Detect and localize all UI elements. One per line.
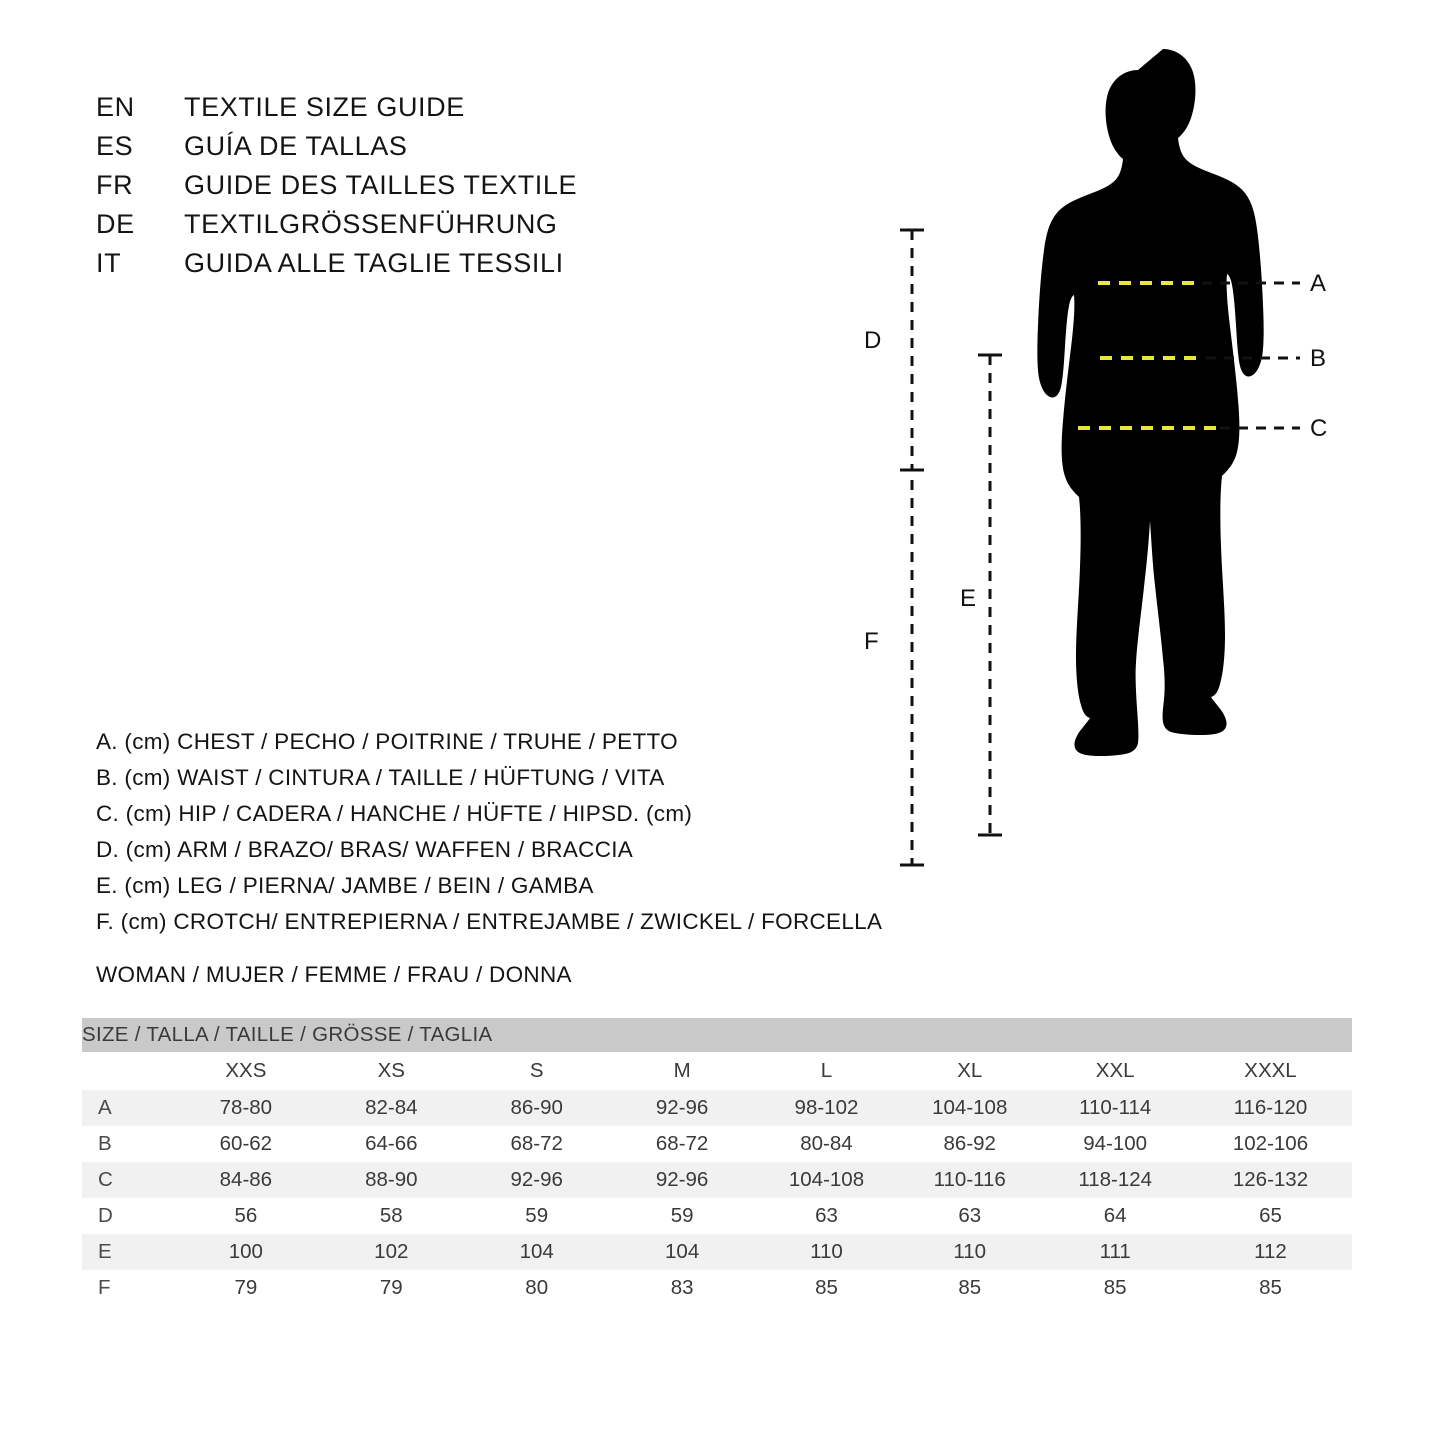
- table-row: [82, 1090, 1352, 1126]
- column-header-xxs: XXS: [225, 1059, 267, 1082]
- table-title: SIZE / TALLA / TAILLE / GRÖSSE / TAGLIA: [82, 1018, 1352, 1052]
- cell: 64: [1041, 1198, 1189, 1234]
- language-row: [96, 92, 796, 131]
- cell: 59: [464, 1198, 609, 1234]
- size-table: [82, 1018, 1352, 1306]
- cell: 102-106: [1189, 1126, 1352, 1162]
- cell: 86-90: [464, 1090, 609, 1126]
- bracket-label-f: F: [864, 628, 880, 655]
- row-label: D: [82, 1198, 173, 1234]
- cell: 79: [319, 1270, 464, 1306]
- cell: 58: [319, 1198, 464, 1234]
- language-title: TEXTILE SIZE GUIDE: [184, 92, 465, 122]
- legend-item-b: B. (cm) WAIST / CINTURA / TAILLE / HÜFTUNG / VITA: [96, 765, 665, 790]
- row-label: A: [82, 1090, 173, 1126]
- cell: 112: [1189, 1234, 1352, 1270]
- cell: 80: [464, 1270, 609, 1306]
- bracket-f: [900, 230, 924, 865]
- cell: 116-120: [1189, 1090, 1352, 1126]
- cell: 60-62: [173, 1126, 318, 1162]
- cell: 86-92: [898, 1126, 1041, 1162]
- legend-item-f: F. (cm) CROTCH/ ENTREPIERNA / ENTREJAMBE / ZWICKEL / FORCELLA: [96, 909, 883, 934]
- language-code: EN: [96, 92, 135, 122]
- bracket-label-d: D: [864, 327, 882, 354]
- cell: 82-84: [319, 1090, 464, 1126]
- column-header-s: S: [529, 1059, 544, 1082]
- row-label: F: [82, 1270, 173, 1306]
- language-row: [96, 170, 796, 209]
- language-title-block: [96, 92, 796, 287]
- cell: 68-72: [609, 1126, 754, 1162]
- measurement-legend: [96, 724, 916, 940]
- silhouette-svg: [820, 40, 1380, 940]
- column-header-xxxl: XXXL: [1244, 1059, 1297, 1082]
- cell: 92-96: [609, 1090, 754, 1126]
- bracket-e: [978, 355, 1002, 835]
- language-title: GUIDE DES TAILLES TEXTILE: [184, 170, 578, 200]
- language-title: GUIDA ALLE TAGLIE TESSILI: [184, 248, 564, 278]
- row-label: C: [82, 1162, 173, 1198]
- cell: 104: [609, 1234, 754, 1270]
- cell: 110-116: [898, 1162, 1041, 1198]
- column-header-xl: XL: [957, 1059, 983, 1082]
- language-row: [96, 248, 796, 287]
- cell: 88-90: [319, 1162, 464, 1198]
- column-header-blank: [82, 1052, 173, 1090]
- cell: 59: [609, 1198, 754, 1234]
- audience-label: WOMAN / MUJER / FEMME / FRAU / DONNA: [96, 962, 572, 987]
- marker-label-a: A: [1310, 270, 1327, 297]
- language-row: [96, 209, 796, 248]
- table-row: [82, 1126, 1352, 1162]
- table-title-row: [82, 1018, 1352, 1052]
- row-label: E: [82, 1234, 173, 1270]
- cell: 110: [898, 1234, 1041, 1270]
- cell: 84-86: [173, 1162, 318, 1198]
- cell: 102: [319, 1234, 464, 1270]
- legend-item-e: E. (cm) LEG / PIERNA/ JAMBE / BEIN / GAMBA: [96, 873, 594, 898]
- column-header-xs: XS: [377, 1059, 405, 1082]
- cell: 110-114: [1041, 1090, 1189, 1126]
- table-row: [82, 1234, 1352, 1270]
- cell: 80-84: [755, 1126, 898, 1162]
- cell: 85: [1041, 1270, 1189, 1306]
- cell: 85: [898, 1270, 1041, 1306]
- table-header-row: [82, 1052, 1352, 1090]
- table-row: [82, 1270, 1352, 1306]
- cell: 64-66: [319, 1126, 464, 1162]
- language-code: IT: [96, 248, 122, 278]
- cell: 85: [755, 1270, 898, 1306]
- table-row: [82, 1198, 1352, 1234]
- cell: 63: [898, 1198, 1041, 1234]
- bracket-label-e: E: [960, 585, 977, 612]
- cell: 65: [1189, 1198, 1352, 1234]
- cell: 92-96: [464, 1162, 609, 1198]
- column-header-xxl: XXL: [1095, 1059, 1135, 1082]
- language-code: FR: [96, 170, 134, 200]
- size-table-wrapper: [82, 1018, 1352, 1306]
- language-code: DE: [96, 209, 135, 239]
- table-row: [82, 1162, 1352, 1198]
- cell: 68-72: [464, 1126, 609, 1162]
- cell: 94-100: [1041, 1126, 1189, 1162]
- cell: 104-108: [755, 1162, 898, 1198]
- cell: 126-132: [1189, 1162, 1352, 1198]
- language-title: GUÍA DE TALLAS: [184, 131, 408, 161]
- row-label: B: [82, 1126, 173, 1162]
- cell: 56: [173, 1198, 318, 1234]
- cell: 79: [173, 1270, 318, 1306]
- cell: 111: [1041, 1234, 1189, 1270]
- cell: 92-96: [609, 1162, 754, 1198]
- language-title: TEXTILGRÖSSENFÜHRUNG: [184, 209, 558, 239]
- cell: 78-80: [173, 1090, 318, 1126]
- legend-item-d: D. (cm) ARM / BRAZO/ BRAS/ WAFFEN / BRACCIA: [96, 837, 634, 862]
- marker-label-c: C: [1310, 415, 1328, 442]
- cell: 104: [464, 1234, 609, 1270]
- marker-label-b: B: [1310, 345, 1327, 372]
- cell: 98-102: [755, 1090, 898, 1126]
- language-code: ES: [96, 131, 134, 161]
- language-row: [96, 131, 796, 170]
- cell: 110: [755, 1234, 898, 1270]
- legend-item-c: C. (cm) HIP / CADERA / HANCHE / HÜFTE / HIPSD. (cm): [96, 801, 693, 826]
- column-header-l: L: [820, 1059, 833, 1082]
- body-measurement-diagram: [820, 40, 1380, 940]
- column-header-m: M: [673, 1059, 691, 1082]
- cell: 100: [173, 1234, 318, 1270]
- cell: 83: [609, 1270, 754, 1306]
- cell: 63: [755, 1198, 898, 1234]
- woman-silhouette-icon: [1037, 49, 1263, 756]
- cell: 85: [1189, 1270, 1352, 1306]
- legend-item-a: A. (cm) CHEST / PECHO / POITRINE / TRUHE / PETTO: [96, 729, 678, 754]
- cell: 104-108: [898, 1090, 1041, 1126]
- cell: 118-124: [1041, 1162, 1189, 1198]
